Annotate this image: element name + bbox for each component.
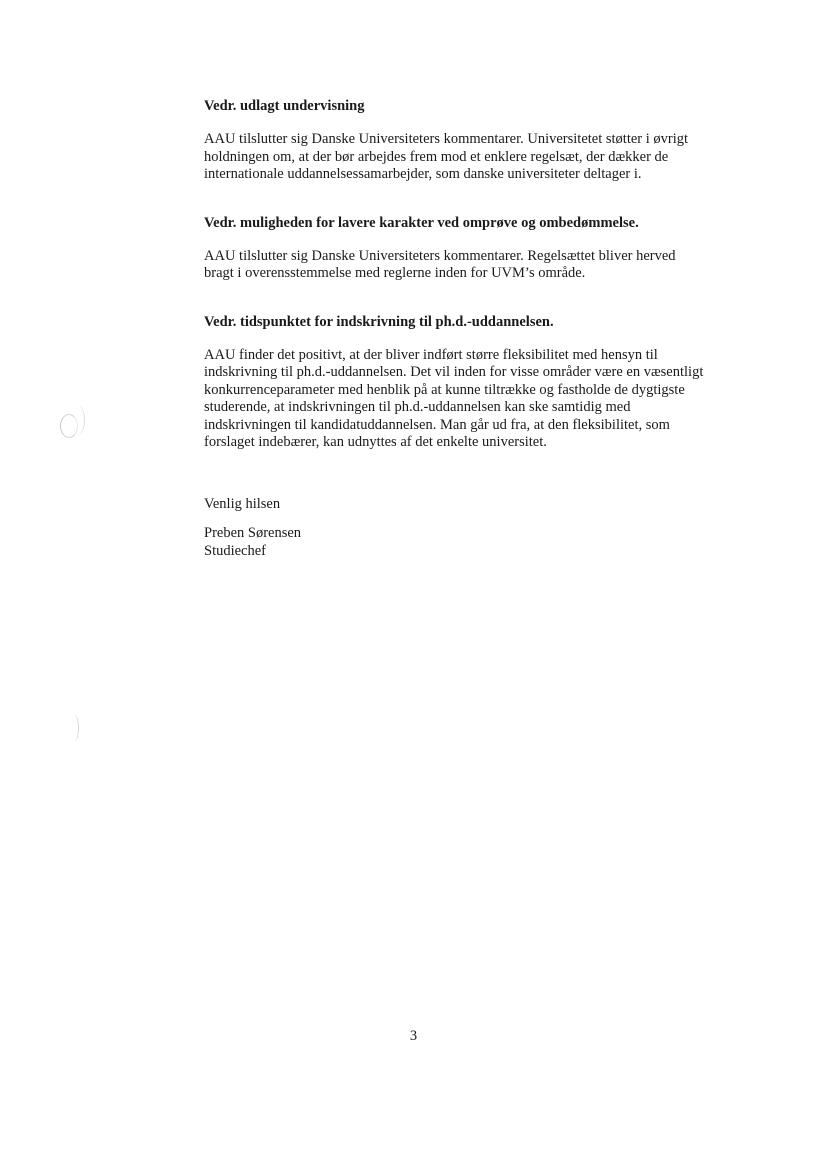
paragraph-line: konkurrenceparameter med henblik på at kunne tiltrække og fastholde de dygtigste [204,381,685,398]
paragraph-line: studerende, at indskrivningen til ph.d.-uddannelsen kan ske samtidig med [204,399,631,415]
signature-block [204,525,764,560]
signer-title: Studiechef [204,542,267,559]
signer-name: Preben Sørensen [204,525,302,541]
section-paragraph [204,131,764,184]
page-number: 3 [409,1028,418,1044]
paragraph-line: indskrivningen til kandidatuddannelsen. Man går ud fra, at den fleksibilitet, som [204,416,670,433]
paragraph-line: bragt i overensstemmelse med reglerne inden for UVM’s område. [204,265,586,281]
punch-hole-arc-mark [70,405,85,435]
paragraph-line: AAU tilslutter sig Danske Universiteters kommentarer. Universitetet støtter i øvrigt [204,131,689,147]
letter-body [204,97,764,560]
section-heading: Vedr. tidspunktet for indskrivning til ph.d.-uddannelsen. [204,313,554,330]
paragraph-line: forslaget indebærer, kan udnyttes af det enkelte universitet. [204,434,547,450]
paragraph-line: AAU tilslutter sig Danske Universiteters kommentarer. Regelsættet bliver herved [204,247,676,264]
section-phd-indskrivning [204,313,764,452]
punch-hole-mark-lower [70,715,79,741]
section-udlagt-undervisning [204,97,764,184]
section-lavere-karakter [204,214,764,283]
section-heading: Vedr. muligheden for lavere karakter ved omprøve og ombedømmelse. [204,214,639,231]
section-paragraph [204,248,764,283]
paragraph-line: indskrivning til ph.d.-uddannelsen. Det vil inden for visse områder være en væsentligt [204,364,704,380]
paragraph-line: internationale uddannelsessamarbejder, som danske universiteter deltager i. [204,166,642,182]
paragraph-line: holdningen om, at der bør arbejdes frem mod et enklere regelsæt, der dækker de [204,148,669,165]
paragraph-line: AAU finder det positivt, at der bliver indført større fleksibilitet med hensyn til [204,346,658,363]
section-heading: Vedr. udlagt undervisning [204,98,365,114]
section-paragraph [204,347,764,452]
closing-greeting: Venlig hilsen [204,495,281,512]
